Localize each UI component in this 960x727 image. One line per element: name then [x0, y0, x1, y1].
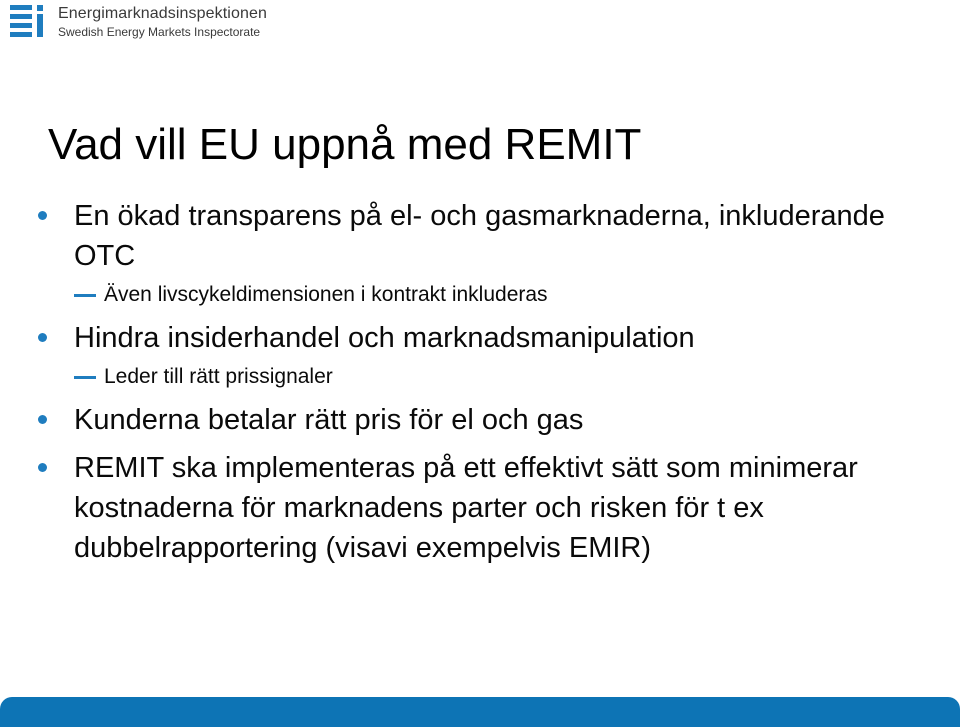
org-subtitle: Swedish Energy Markets Inspectorate: [58, 25, 261, 39]
bullet-text: Kunderna betalar rätt pris för el och gas: [74, 404, 584, 436]
bullet-text: En ökad transparens på el- och gasmarknaderna, inkluderande OTC: [74, 200, 885, 272]
bullet-item: [38, 448, 938, 568]
bullet-item: [38, 318, 938, 358]
sub-bullet-text: Leder till rätt prissignaler: [104, 365, 333, 388]
dash-icon: [74, 294, 96, 297]
dash-icon: [74, 376, 96, 379]
bullet-text: REMIT ska implementeras på ett effektivt sätt som minimerar kostnaderna för marknadens parter och risken för t ex dubbelrapportering (visavi exempelvis EMIR): [74, 452, 858, 564]
bullet-item: [38, 196, 938, 276]
bullet-item: [38, 400, 938, 440]
bullet-dot-icon: [38, 463, 47, 472]
footer-bar: [0, 697, 960, 727]
org-name: Energimarknadsinspektionen: [58, 5, 267, 22]
bullet-list: [38, 196, 938, 568]
logo: [10, 2, 267, 40]
sub-bullet-text: Även livscykeldimensionen i kontrakt inkluderas: [104, 283, 548, 306]
ei-logo-icon: [10, 2, 50, 40]
slide-title: Vad vill EU uppnå med REMIT: [48, 120, 642, 169]
sub-bullet-item: [38, 362, 938, 392]
bullet-dot-icon: [38, 415, 47, 424]
sub-bullet-item: [38, 280, 938, 310]
bullet-text: Hindra insiderhandel och marknadsmanipulation: [74, 322, 695, 354]
bullet-dot-icon: [38, 211, 47, 220]
bullet-dot-icon: [38, 333, 47, 342]
